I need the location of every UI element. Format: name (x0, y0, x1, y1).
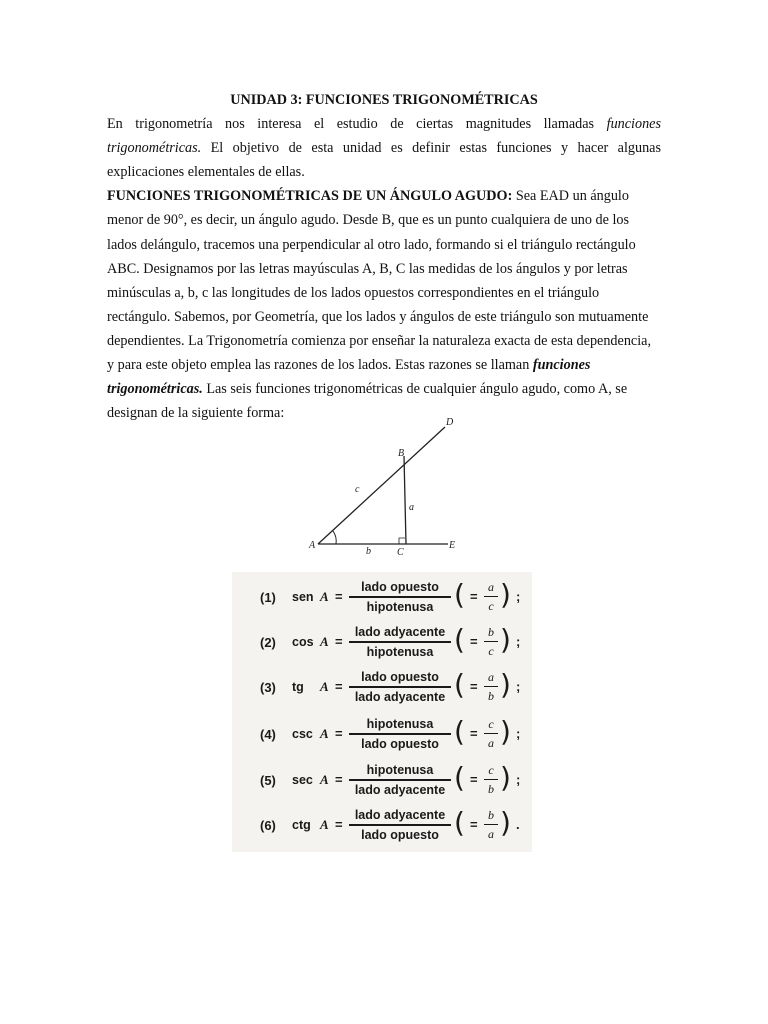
inner-equals: = (470, 679, 478, 694)
intro-text-a: En trigonometría nos interesa el estudio de ciertas magnitudes llamadas (107, 116, 607, 133)
label-side-c: c (355, 484, 360, 495)
formula-row (232, 577, 532, 617)
formula-terminator: ; (516, 679, 521, 694)
equals-sign: = (335, 772, 343, 787)
ratio-denominator: lado opuesto (361, 736, 439, 751)
letter-numerator: c (488, 763, 494, 777)
ratio-fraction (349, 580, 451, 614)
ratio-fraction (349, 763, 451, 797)
fraction-bar (349, 824, 451, 826)
right-angle-mark (399, 538, 405, 544)
left-paren: ( (454, 806, 465, 839)
equals-sign: = (335, 589, 343, 604)
right-paren: ) (500, 623, 511, 656)
ratio-fraction (349, 625, 451, 659)
ratio-denominator: lado opuesto (361, 827, 439, 842)
left-paren: ( (454, 668, 465, 701)
left-paren: ( (454, 623, 465, 656)
ratio-numerator: lado adyacente (354, 808, 446, 822)
letter-numerator: a (488, 580, 494, 594)
right-paren: ) (500, 668, 511, 701)
letter-numerator: a (488, 670, 494, 684)
formula-terminator: ; (516, 772, 521, 787)
intro-italic-term: funciones trigonométricas. (107, 116, 661, 157)
fraction-bar (349, 686, 451, 688)
angle-variable: A (320, 726, 329, 741)
function-name: tg (292, 680, 304, 694)
formula-row (232, 714, 532, 754)
letter-fraction (484, 717, 498, 750)
intro-text-b: El objetivo de esta unidad es definir estas funciones y hacer algunas explicaciones elementales de ellas. (107, 140, 661, 181)
page-title: UNIDAD 3: FUNCIONES TRIGONOMÉTRICAS (230, 92, 538, 108)
right-paren: ) (500, 806, 511, 839)
letter-denominator: b (488, 782, 494, 796)
letter-denominator: a (488, 736, 494, 750)
letter-fraction (484, 580, 498, 613)
formula-row (232, 667, 532, 707)
side-BC (404, 456, 406, 544)
letter-fraction (484, 763, 498, 796)
letter-denominator: c (488, 599, 494, 613)
definition-bold-term: funciones trigonométricas. (107, 357, 591, 398)
label-C: C (397, 547, 404, 558)
ratio-denominator: lado adyacente (354, 689, 446, 704)
left-paren: ( (454, 761, 465, 794)
formula-number: (1) (260, 590, 276, 605)
label-D: D (446, 417, 454, 428)
formula-number: (5) (260, 773, 276, 788)
angle-variable: A (320, 679, 329, 694)
angle-variable: A (320, 634, 329, 649)
label-side-b: b (366, 546, 371, 557)
label-side-a: a (409, 502, 414, 513)
left-paren: ( (454, 578, 465, 611)
formula-row (232, 622, 532, 662)
equals-sign: = (335, 634, 343, 649)
inner-equals: = (470, 726, 478, 741)
triangle-diagram (300, 415, 470, 560)
fraction-bar (349, 779, 451, 781)
formula-terminator: ; (516, 726, 521, 741)
ratio-denominator: hipotenusa (366, 644, 434, 659)
inner-equals: = (470, 772, 478, 787)
label-A: A (309, 540, 316, 551)
function-name: sen (292, 590, 314, 604)
equals-sign: = (335, 817, 343, 832)
angle-arc (333, 531, 336, 544)
inner-equals: = (470, 817, 478, 832)
label-B: B (398, 448, 405, 459)
right-triangle-figure (300, 415, 470, 560)
label-E: E (449, 540, 456, 551)
definition-text-a: Sea EAD un ángulo menor de 90°, es decir, un ángulo agudo. Desde B, que es un punto cualquiera de uno de los lados delángulo, tracemos una perpendicular al otro lado, formando si el triángulo rectángulo ABC. Designamos por las letras mayúsculas A, B, C las medidas de los ángulos y por letras minúsculas a, b, c las longitudes de los lados opuestos correspondientes en el triángulo rectángulo. Sabemos, por Geometría, que los lados y ángulos de este triángulo son mutuamente dependientes. La Trigonometría comienza por enseñar la naturaleza exacta de esta dependencia, y para este objeto emplea las razones de los lados. Estas razones se llaman (107, 188, 652, 374)
side-AD (318, 427, 445, 544)
letter-fraction-bar (484, 824, 498, 825)
letter-fraction (484, 625, 498, 658)
letter-numerator: b (488, 625, 494, 639)
ratio-fraction (349, 717, 451, 751)
fraction-bar (349, 641, 451, 643)
right-paren: ) (500, 715, 511, 748)
right-paren: ) (500, 761, 511, 794)
ratio-denominator: hipotenusa (366, 599, 434, 614)
letter-numerator: c (488, 717, 494, 731)
ratio-numerator: lado opuesto (361, 580, 439, 594)
formula-terminator: . (516, 817, 520, 832)
letter-fraction-bar (484, 641, 498, 642)
function-name: ctg (292, 818, 311, 832)
formula-number: (3) (260, 680, 276, 695)
intro-paragraph (107, 112, 661, 184)
right-paren: ) (500, 578, 511, 611)
ratio-numerator: lado adyacente (354, 625, 446, 639)
letter-fraction-bar (484, 596, 498, 597)
formula-terminator: ; (516, 589, 521, 604)
definition-paragraph (107, 184, 661, 425)
ratio-denominator: lado adyacente (354, 782, 446, 797)
equals-sign: = (335, 679, 343, 694)
section-heading: FUNCIONES TRIGONOMÉTRICAS DE UN ÁNGULO AGUDO: (107, 188, 513, 205)
ratio-numerator: hipotenusa (366, 763, 434, 777)
formula-number: (6) (260, 818, 276, 833)
formula-row (232, 805, 532, 845)
formula-number: (2) (260, 635, 276, 650)
letter-denominator: c (488, 644, 494, 658)
left-paren: ( (454, 715, 465, 748)
inner-equals: = (470, 634, 478, 649)
fraction-bar (349, 596, 451, 598)
function-name: csc (292, 727, 313, 741)
definition-text-b: Las seis funciones trigonométricas de cualquier ángulo agudo, como A, se designan de la siguiente forma: (107, 381, 628, 422)
ratio-fraction (349, 670, 451, 704)
letter-fraction-bar (484, 733, 498, 734)
document-body (107, 88, 661, 425)
ratio-numerator: lado opuesto (361, 670, 439, 684)
function-name: cos (292, 635, 314, 649)
equals-sign: = (335, 726, 343, 741)
trig-function-definitions (232, 572, 532, 852)
formula-terminator: ; (516, 634, 521, 649)
letter-fraction-bar (484, 686, 498, 687)
letter-fraction (484, 670, 498, 703)
ratio-numerator: hipotenusa (366, 717, 434, 731)
formula-row (232, 760, 532, 800)
letter-fraction-bar (484, 779, 498, 780)
angle-variable: A (320, 772, 329, 787)
function-name: sec (292, 773, 313, 787)
fraction-bar (349, 733, 451, 735)
letter-denominator: a (488, 827, 494, 841)
angle-variable: A (320, 817, 329, 832)
formula-number: (4) (260, 727, 276, 742)
ratio-fraction (349, 808, 451, 842)
letter-fraction (484, 808, 498, 841)
inner-equals: = (470, 589, 478, 604)
letter-numerator: b (488, 808, 494, 822)
letter-denominator: b (488, 689, 494, 703)
angle-variable: A (320, 589, 329, 604)
